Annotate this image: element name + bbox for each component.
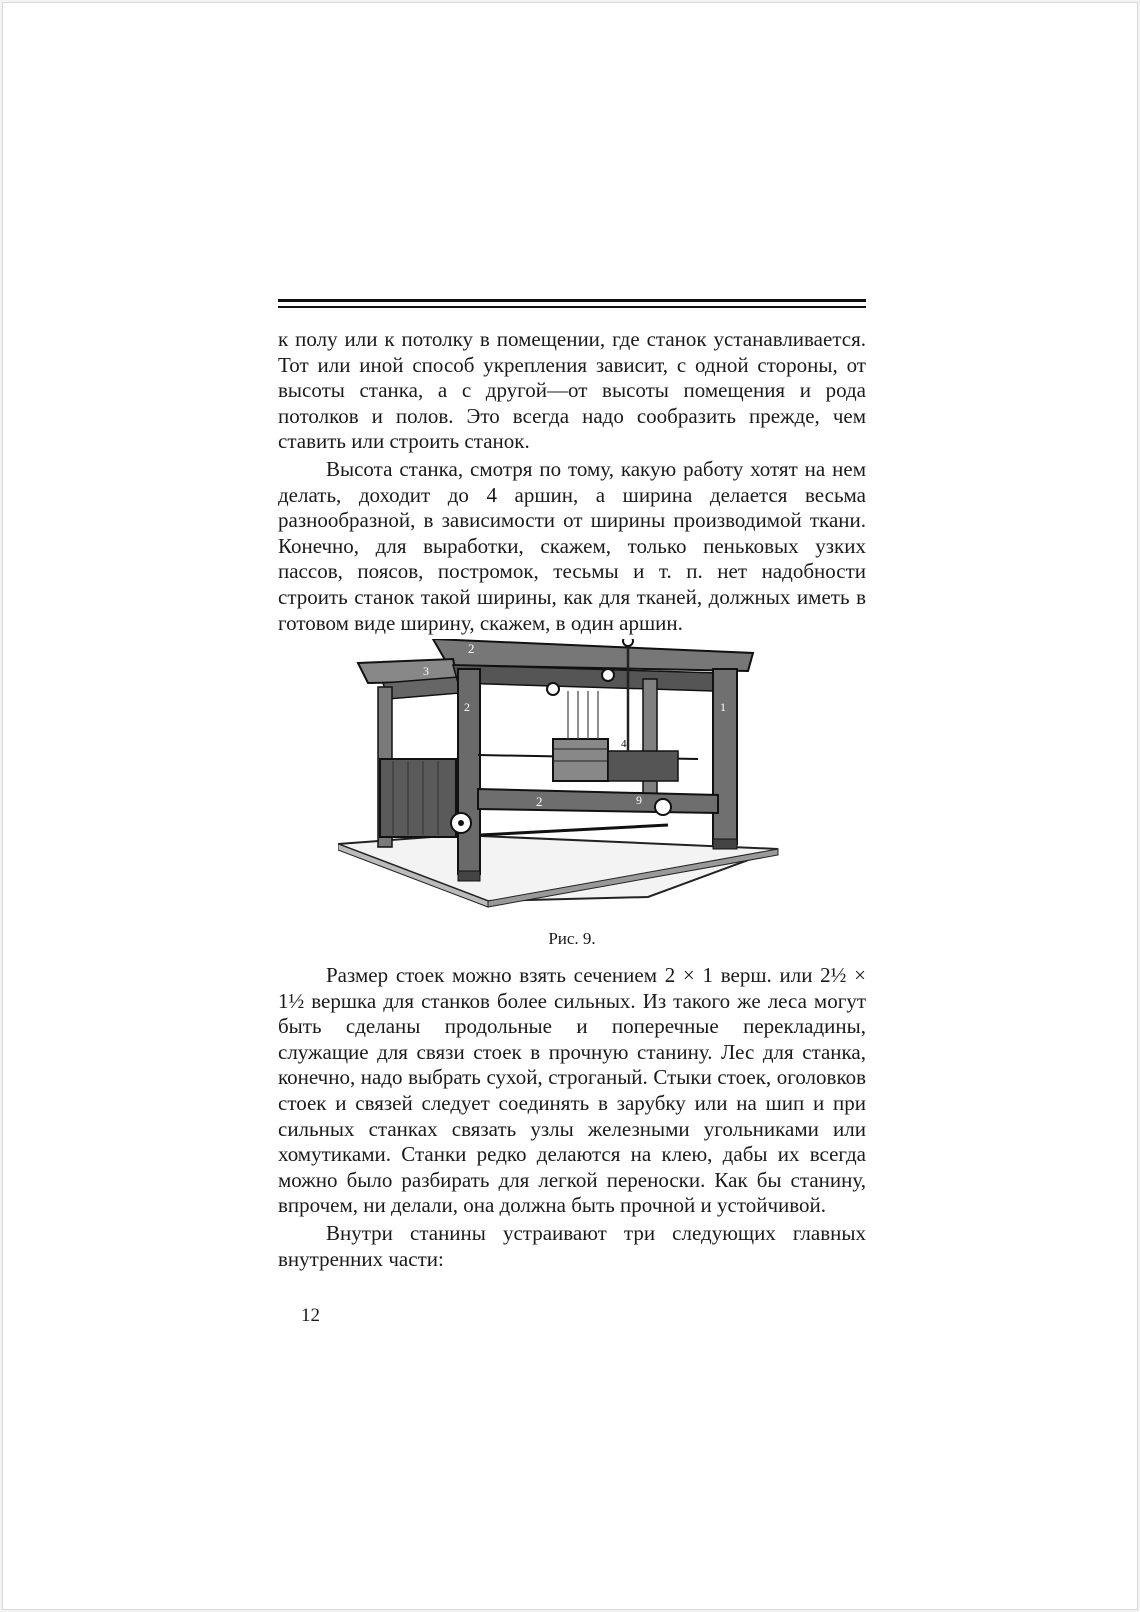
text-block-bottom: [278, 963, 866, 1272]
paragraph-2: Высота станка, смотря по тому, какую работу хотят на нем делать, доходит до 4 аршин, а ширина делается весьма разнообразной, в зависимости от ширины производимой ткани. Конечно, для выработки, скажем, только пеньковых узких пассов, поясов, постромок, тесьмы и т. п. нет надобности строить станок такой ширины, как для тканей, должных иметь в готовом виде ширину, скажем, в один аршин.: [278, 456, 866, 635]
paragraph-3: Размер стоек можно взять сечением 2 × 1 верш. или 2½ × 1½ вершка для станков более сильных. Из такого же леса могут быть сделаны продольные и поперечные перекладины, служащие для связи стоек в прочную станину. Лес для станка, конечно, надо выбрать сухой, строганый. Стыки стоек, оголовков стоек и связей следует соединять в зарубку или на шип и при сильных станках связать узлы железными угольниками или хомутиками. Станки редко делаются на клею, дабы их всегда можно было разбирать для легкой переноски. Как бы станину, впрочем, ни делали, она должна быть прочной и устойчивой.: [278, 963, 866, 1218]
figure-label: 2: [468, 641, 475, 656]
figure-label: 9: [636, 793, 642, 807]
figure-caption: Рис. 9.: [548, 929, 596, 948]
figure-label: 1: [720, 700, 726, 714]
paragraph-4: Внутри станины устраивают три следующих главных внутренних части:: [278, 1220, 866, 1271]
figure-label: 2: [536, 794, 543, 809]
header-rule-thin: [278, 306, 866, 308]
figure-label: 2: [464, 700, 470, 714]
header-rule: [278, 299, 866, 302]
figure-label: 3: [423, 664, 429, 678]
loom-illustration: [338, 639, 808, 919]
paragraph-1: к полу или к потолку в помещении, где станок устанавливается. Тот или иной способ укрепления зависит, с одной стороны, от высоты станка, а с другой—от высоты помещения и рода потолков и полов. Это всегда надо сообразить прежде, чем ставить или строить станок.: [278, 327, 866, 454]
page-number: 12: [301, 1305, 320, 1326]
figure-label: 4: [621, 738, 627, 750]
text-block-top: [278, 327, 866, 636]
document-page: [2, 2, 1138, 1610]
